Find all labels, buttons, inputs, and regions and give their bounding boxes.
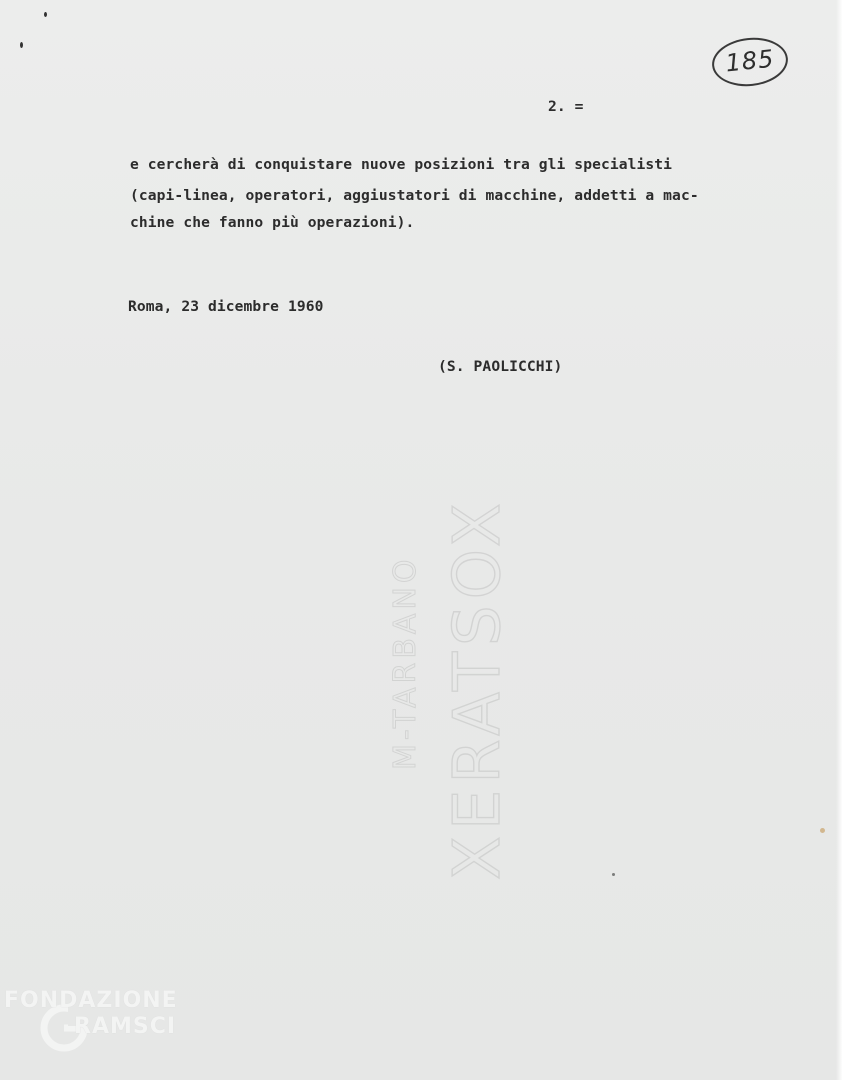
place-and-date: Roma, 23 dicembre 1960 <box>128 298 324 315</box>
ink-speck <box>820 828 825 833</box>
watermark-line2: RAMSCI <box>74 1014 177 1039</box>
archive-folio-number: 185 <box>710 34 791 90</box>
body-line: chine che fanno più operazioni). <box>130 214 415 231</box>
ink-speck <box>612 873 615 876</box>
stamp-sub-text: M-TARBANO <box>388 555 423 770</box>
ink-speck <box>20 42 23 48</box>
page-edge <box>836 0 842 1080</box>
signature: (S. PAOLICCHI) <box>438 358 563 375</box>
stamp-main-text: XERATSOX <box>441 497 515 880</box>
ink-speck <box>44 12 47 17</box>
see-through-stamp <box>365 240 515 880</box>
institution-watermark <box>4 988 214 1074</box>
body-line: (capi-linea, operatori, aggiustatori di macchine, addetti a mac- <box>130 187 699 204</box>
page-number: 2. = <box>548 98 584 115</box>
body-line: e cercherà di conquistare nuove posizioni tra gli specialisti <box>130 156 673 173</box>
watermark-line1: FONDAZIONE <box>4 988 178 1013</box>
